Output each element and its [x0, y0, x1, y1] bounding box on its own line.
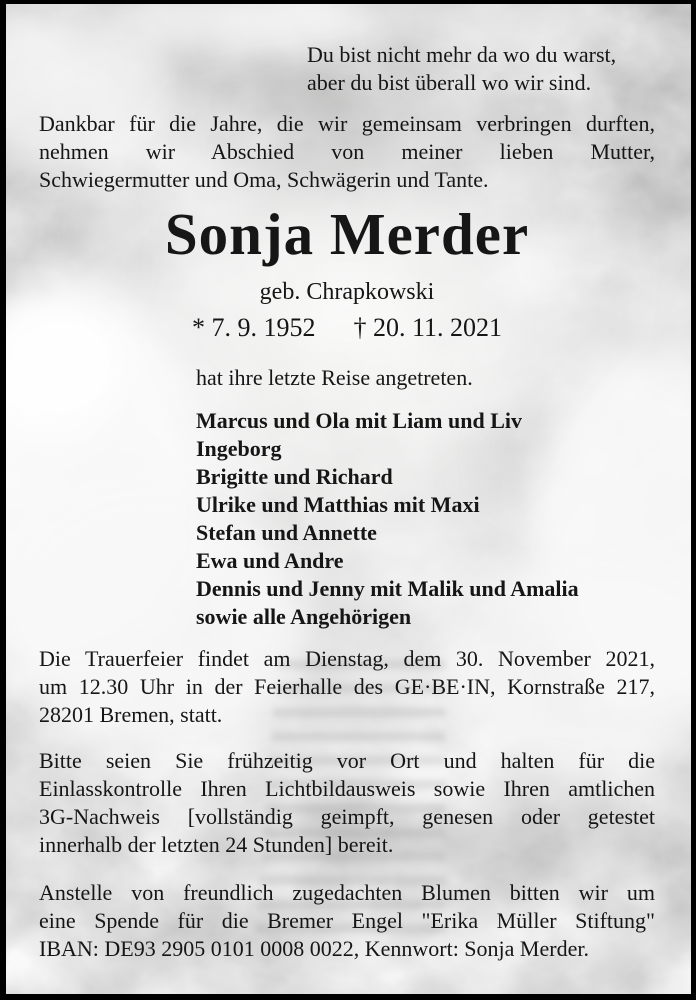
- mourner-line: Marcus und Ola mit Liam und Liv: [196, 408, 522, 433]
- covid-line-1: Bitte seien Sie frühzeitig vor Ort und halten für die: [39, 748, 655, 773]
- service-line-3: 28201 Bremen, statt.: [39, 702, 223, 727]
- deceased-name: Sonja Merder: [164, 201, 530, 267]
- service-line-1: Die Trauerfeier findet am Dienstag, dem 30. November 2021,: [39, 646, 655, 671]
- covid-line-2: Einlasskontrolle Ihren Lichtbildausweis sowie Ihren amtlichen: [39, 776, 655, 801]
- notice-text: [6, 4, 691, 994]
- donation-line-3: IBAN: DE93 2905 0101 0008 0022, Kennwort: Sonja Merder.: [39, 936, 589, 961]
- mourner-line: Ingeborg: [196, 436, 282, 461]
- intro-paragraph: [39, 110, 655, 194]
- donation-line-2: eine Spende für die Bremer Engel "Erika Müller Stiftung": [39, 908, 655, 933]
- intro-line-1: Dankbar für die Jahre, die wir gemeinsam verbringen durften,: [39, 111, 655, 136]
- donation-line-1: Anstelle von freundlich zugedachten Blumen bitten wir um: [39, 880, 655, 905]
- service-line-2: um 12.30 Uhr in der Feierhalle des GE·BE·IN, Kornstraße 217,: [39, 674, 655, 699]
- donation-paragraph: [39, 879, 655, 963]
- death-date: † 20. 11. 2021: [353, 313, 503, 342]
- covid-line-4: innerhalb der letzten 24 Stunden] bereit.: [39, 832, 394, 857]
- mourner-line: sowie alle Angehörigen: [196, 604, 412, 629]
- mourner-line: Stefan und Annette: [196, 520, 377, 545]
- obituary-card: [6, 4, 691, 994]
- mourner-line: Brigitte und Richard: [196, 464, 393, 489]
- maiden-name: geb. Chrapkowski: [259, 279, 435, 305]
- life-dates: [39, 313, 655, 343]
- birth-date: * 7. 9. 1952: [191, 313, 316, 342]
- mourner-line: Ewa und Andre: [196, 548, 344, 573]
- covid-line-3: 3G-Nachweis [vollständig geimpft, genesen oder getestet: [39, 804, 655, 829]
- mourner-line: Ulrike und Matthias mit Maxi: [196, 492, 480, 517]
- farewell-line: hat ihre letzte Reise angetreten.: [196, 365, 473, 390]
- covid-paragraph: [39, 747, 655, 859]
- intro-line-3: Schwiegermutter und Oma, Schwägerin und Tante.: [39, 167, 489, 192]
- service-paragraph: [39, 645, 655, 729]
- intro-line-2: nehmen wir Abschied von meiner lieben Mutter,: [39, 139, 655, 164]
- mourners-list: [196, 407, 655, 631]
- epigraph: [307, 41, 655, 97]
- epigraph-line-1: Du bist nicht mehr da wo du warst,: [307, 42, 617, 67]
- epigraph-line-2: aber du bist überall wo wir sind.: [307, 70, 592, 95]
- mourner-line: Dennis und Jenny mit Malik und Amalia: [196, 576, 579, 601]
